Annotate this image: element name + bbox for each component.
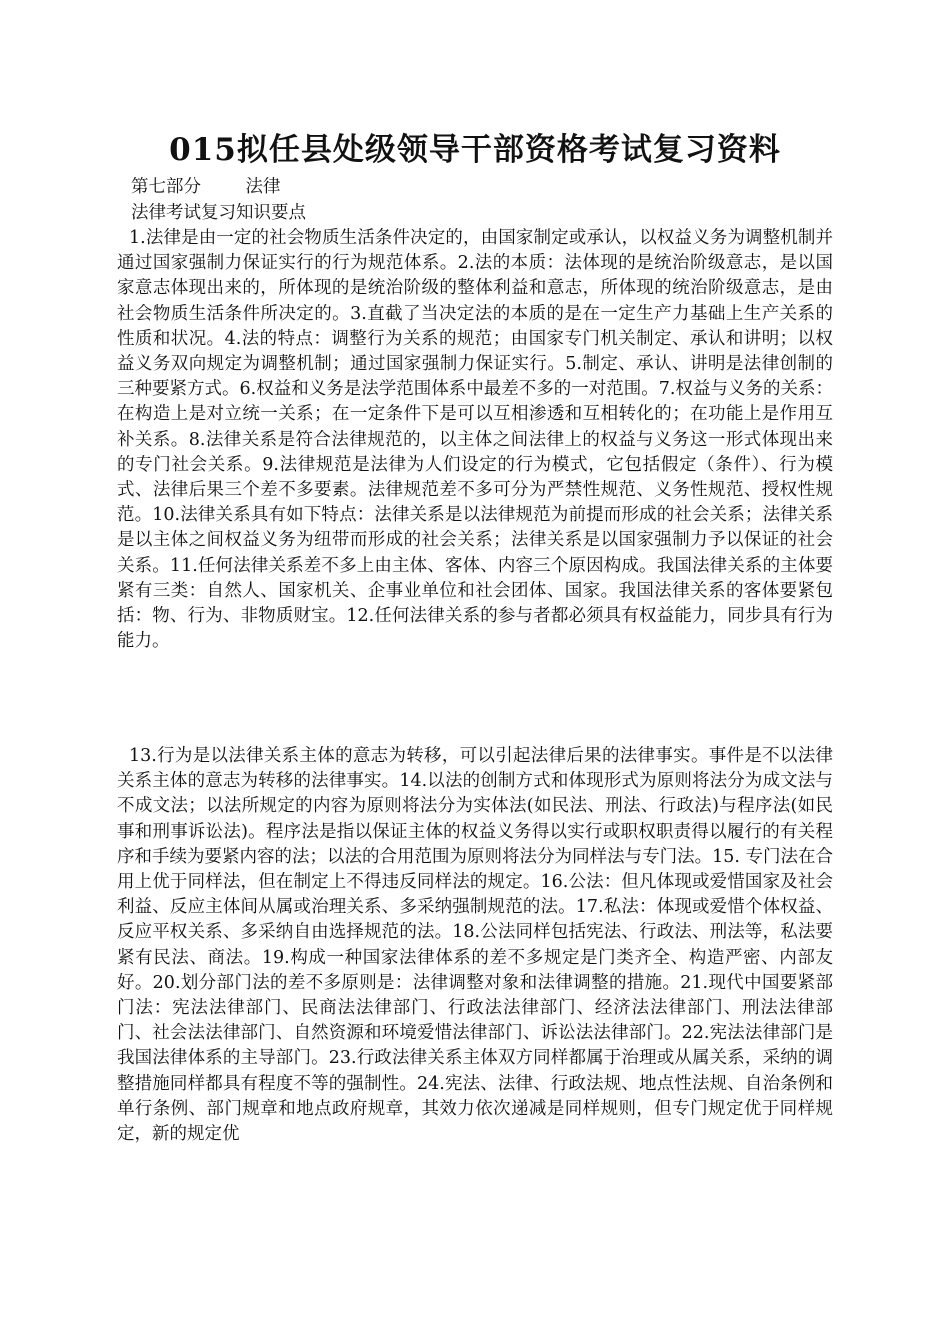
paragraph-2-text: 13.行为是以法律关系主体的意志为转移，可以引起法律后果的法律事实。事件是不以法律关系主体的意志为转移的法律事实。14.以法的创制方式和体现形式为原则将法分为成文法与不成文法；以法所规定的内容为原则将法分为实体法(如民法、刑法、行政法)与程序法(如民事和刑事诉讼法)。程序法是指以保证主体的权益义务得以实行或职权职责得以履行的有关程序和手续为要紧内容的法；以法的合用范围为原则将法分为同样法与专门法。15. 专门法在合用上优于同样法，但在制定上不得违反同样法的规定。16.公法：但凡体现或爱惜国家及社会利益、反应主体间从属或治理关系、多采纳强制规范的法。17.私法：体现或爱惜个体权益、反应平权关系、多采纳自由选择规范的法。18.公法同样包括宪法、行政法、刑法等，私法要紧有民法、商法。19.构成一种国家法律体系的差不多规定是门类齐全、构造严密、内部友好。20.划分部门法的差不多原则是：法律调整对象和法律调整的措施。21.现代中国要紧部门法：宪法法律部门、民商法法律部门、行政法法律部门、经济法法律部门、刑法法律部门、社会法法律部门、自然资源和环境爱惜法律部门、诉讼法法律部门。22.宪法法律部门是我国法律体系的主导部门。23.行政法律关系主体双方同样都属于治理或从属关系，采纳的调整措施同样都具有程度不等的强制性。24.宪法、法律、行政法规、地点性法规、自治条例和单行条例、部门规章和地点政府规章，其效力依次递减是同样规则，但专门规定优于同样规定，新的规定优: [117, 746, 833, 1145]
paragraph-2: [117, 744, 833, 1147]
document-title: 015拟任县处级领导干部资格考试复习资料: [169, 132, 781, 168]
section-heading: 第七部分 法律: [131, 177, 281, 197]
paragraph-1-text: 1.法律是由一定的社会物质生活条件决定的，由国家制定或承认，以权益义务为调整机制并通过国家强制力保证实行的行为规范体系。2.法的本质：法体现的是统治阶级意志，是以国家意志体现出来的，所体现的是统治阶级的整体利益和意志，所体现的统治阶级意志，是由社会物质生活条件所决定的。3.直截了当决定法的本质的是在一定生产力基础上生产关系的性质和状况。4.法的特点：调整行为关系的规范；由国家专门机关制定、承认和讲明；以权益义务双向规定为调整机制；通过国家强制力保证实行。5.制定、承认、讲明是法律创制的三种要紧方式。6.权益和义务是法学范围体系中最差不多的一对范围。7.权益与义务的关系：在构造上是对立统一关系；在一定条件下是可以互相渗透和互相转化的；在功能上是作用互补关系。8.法律关系是符合法律规范的，以主体之间法律上的权益与义务这一形式体现出来的专门社会关系。9.法律规范是法律为人们设定的行为模式，它包括假定（条件）、行为模式、法律后果三个差不多要素。法律规范差不多可分为严禁性规范、义务性规范、授权性规范。10.法律关系具有如下特点：法律关系是以法律规范为前提而形成的社会关系；法律关系是以主体之间权益义务为纽带而形成的社会关系；法律关系是以国家强制力予以保证的社会关系。11.任何法律关系差不多上由主体、客体、内容三个原因构成。我国法律关系的主体要紧有三类：自然人、国家机关、企事业单位和社会团体、国家。我国法律关系的客体要紧包括：物、行为、非物质财宝。12.任何法律关系的参与者都必须具有权益能力，同步具有行为能力。: [117, 228, 833, 652]
subheading: 法律考试复习知识要点: [131, 203, 306, 223]
paragraph-1: [117, 226, 833, 654]
